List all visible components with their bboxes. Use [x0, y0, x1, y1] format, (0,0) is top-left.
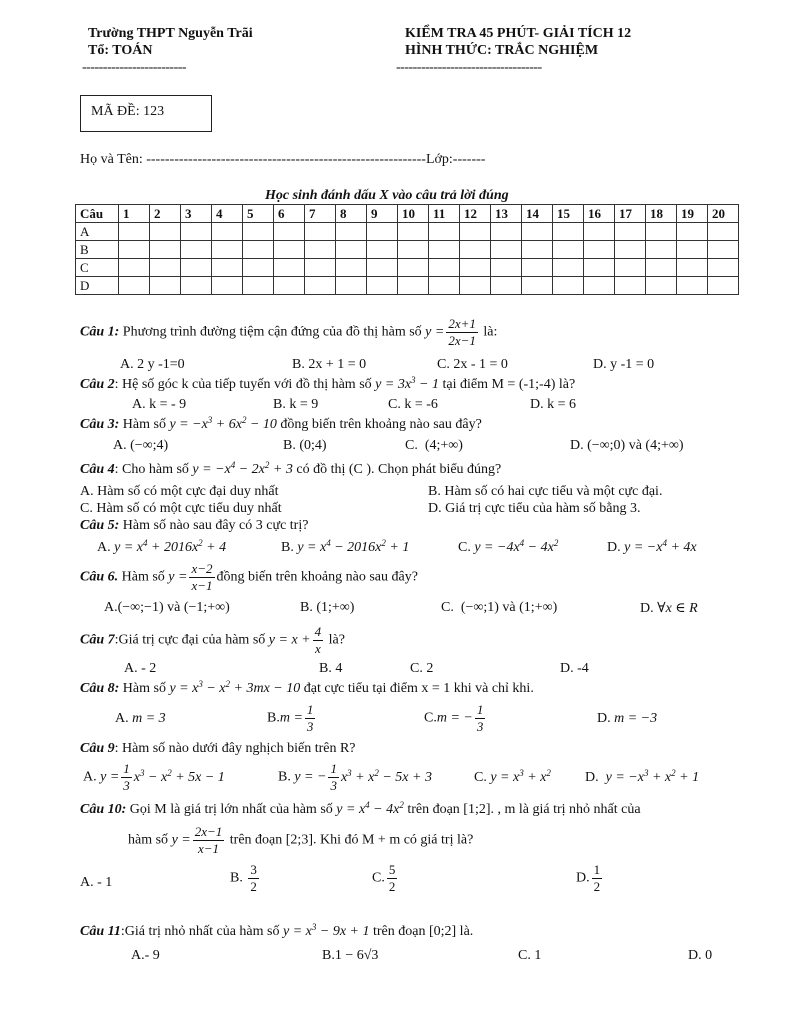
q1-text: Phương trình đường tiệm cận đứng của đồ thị hàm số	[122, 324, 422, 340]
q10c-fraction: $\frac{5}{2}$	[388, 862, 396, 894]
question-2	[80, 377, 575, 393]
q7-tail: là?	[328, 632, 345, 648]
grid-col: 5	[243, 205, 274, 223]
answer-cell[interactable]	[150, 241, 181, 259]
answer-cell[interactable]	[584, 241, 615, 259]
q7-formula: y = x +	[268, 632, 311, 648]
q9-option-b[interactable]: B. y = − $\frac{1}{3}$ $x^3 + x^2 - 5x + 3$	[278, 761, 432, 793]
q11-option-b[interactable]: B.1 − 6√3	[322, 948, 379, 963]
exam-title: KIỂM TRA 45 PHÚT- GIẢI TÍCH 12	[405, 26, 632, 41]
q2-option-c[interactable]: C. k = -6	[388, 397, 438, 412]
student-info-line[interactable]: Họ và Tên: ------------------------------------------------------------Lớp:-------	[80, 152, 486, 167]
question-7	[80, 624, 345, 657]
grid-col: 18	[646, 205, 677, 223]
q1-option-a[interactable]: A. 2 y -1=0	[120, 357, 185, 372]
answer-cell[interactable]	[243, 277, 274, 295]
answer-cell[interactable]	[181, 223, 212, 241]
q10-option-b[interactable]: B. $\frac{3}{2}$	[230, 862, 257, 894]
answer-cell[interactable]	[553, 259, 584, 277]
q10-line2a: hàm số	[128, 832, 169, 848]
answer-cell[interactable]	[150, 259, 181, 277]
q6-tail: đồng biến trên khoảng nào sau đây?	[216, 569, 418, 585]
q1-option-d[interactable]: D. y -1 = 0	[593, 357, 655, 372]
grid-col: 11	[429, 205, 460, 223]
answer-cell[interactable]	[429, 259, 460, 277]
answer-cell[interactable]	[367, 223, 398, 241]
q4-text: : Cho hàm số	[114, 462, 189, 477]
answer-cell[interactable]	[491, 223, 522, 241]
answer-cell[interactable]	[460, 277, 491, 295]
answer-cell[interactable]	[336, 241, 367, 259]
answer-cell[interactable]	[336, 259, 367, 277]
answer-cell[interactable]	[522, 241, 553, 259]
q11-option-d[interactable]: D. 0	[688, 948, 713, 963]
q5-option-d[interactable]: D. $y = -x^4 + 4x$	[607, 538, 697, 555]
answer-cell[interactable]	[243, 259, 274, 277]
question-9	[80, 741, 356, 757]
answer-cell[interactable]	[460, 259, 491, 277]
q6-option-d[interactable]: D. ∀x ∈ R	[640, 601, 698, 616]
grid-col: 19	[677, 205, 708, 223]
q2-tail: tại điểm M = (-1;-4) là?	[442, 377, 576, 392]
q3-option-d[interactable]: D. (−∞;0) và (4;+∞)	[570, 438, 684, 453]
q3-label: Câu 3:	[80, 417, 120, 432]
q3-option-b[interactable]: B. (0;4)	[283, 438, 327, 453]
q9-option-d[interactable]: D. $y = -x^3 + x^2 + 1$	[585, 768, 700, 785]
answer-cell[interactable]	[491, 241, 522, 259]
q4-label: Câu 4	[80, 462, 115, 477]
q10-fraction: $\frac{2x-1}{x-1}$	[194, 824, 223, 856]
answer-cell[interactable]	[181, 259, 212, 277]
grid-col: 12	[460, 205, 491, 223]
answer-row-b	[76, 241, 739, 259]
q4-option-b[interactable]: B. Hàm số có hai cực tiểu và một cực đại.	[428, 484, 663, 499]
grid-col: 8	[336, 205, 367, 223]
q6-option-a[interactable]: A.(−∞;−1) và (−1;+∞)	[104, 600, 230, 615]
grid-col: 9	[367, 205, 398, 223]
answer-cell[interactable]	[274, 259, 305, 277]
q8-option-b[interactable]: B.m = $\frac{1}{3}$	[267, 702, 314, 734]
answer-cell[interactable]	[119, 277, 150, 295]
q7-num: 4	[314, 624, 322, 639]
grid-col: 7	[305, 205, 336, 223]
answer-cell[interactable]	[243, 223, 274, 241]
answer-cell[interactable]	[367, 241, 398, 259]
header-rule-left: -------------------------	[82, 60, 187, 75]
answer-cell[interactable]	[367, 277, 398, 295]
school-name: Trường THPT Nguyễn Trãi	[88, 26, 253, 41]
answer-cell[interactable]	[646, 223, 677, 241]
row-label: C	[76, 259, 119, 277]
q7-den: x	[314, 641, 321, 656]
q8-formula: $y = x^3 - x^2 + 3mx - 10$	[169, 679, 301, 696]
q6-formula: y =	[168, 569, 188, 585]
answer-cell[interactable]	[398, 277, 429, 295]
q1-option-c[interactable]: C. 2x - 1 = 0	[437, 357, 508, 372]
q10b-fraction: $\frac{3}{2}$	[250, 862, 257, 894]
q1-formula: y =	[425, 324, 445, 340]
answer-grid	[75, 204, 739, 295]
answer-cell[interactable]	[584, 223, 615, 241]
answer-cell[interactable]	[615, 241, 646, 259]
q6-fraction	[189, 561, 214, 594]
q9b-fraction: $\frac{1}{3}$	[330, 761, 337, 793]
row-label: B	[76, 241, 119, 259]
q11-text: :Giá trị nhỏ nhất của hàm số	[120, 924, 280, 939]
answer-cell[interactable]	[429, 277, 460, 295]
question-11	[80, 924, 473, 940]
grid-col: 17	[615, 205, 646, 223]
answer-cell[interactable]	[522, 223, 553, 241]
answer-cell[interactable]	[615, 277, 646, 295]
q8-tail: đạt cực tiểu tại điểm x = 1 khi và chỉ khi.	[303, 681, 534, 696]
q2-text: : Hệ số góc k của tiếp tuyến với đồ thị hàm số	[114, 377, 372, 392]
q10-formula: $y = x^4 - 4x^2$	[336, 800, 404, 817]
q4-option-c[interactable]: C. Hàm số có một cực tiểu duy nhất	[80, 501, 282, 516]
answer-row-a	[76, 223, 739, 241]
q10-option-a[interactable]: A. - 1	[80, 875, 113, 890]
q8b-fraction: $\frac{1}{3}$	[306, 702, 314, 734]
answer-cell[interactable]	[212, 223, 243, 241]
q11-option-a[interactable]: A.- 9	[131, 948, 160, 963]
exam-code: MÃ ĐỀ: 123	[91, 104, 165, 119]
q3-tail: đồng biến trên khoảng nào sau đây?	[280, 417, 482, 432]
grid-col: 16	[584, 205, 615, 223]
answer-cell[interactable]	[615, 223, 646, 241]
q7-option-d[interactable]: D. -4	[560, 661, 589, 676]
answer-cell[interactable]	[398, 259, 429, 277]
question-3	[80, 417, 482, 433]
answer-cell[interactable]	[119, 241, 150, 259]
answer-grid-header	[76, 205, 739, 223]
exam-code-box	[80, 95, 212, 132]
q8-label: Câu 8:	[80, 681, 120, 696]
q5-label: Câu 5:	[80, 518, 120, 533]
answer-cell[interactable]	[553, 277, 584, 295]
answer-cell[interactable]	[336, 223, 367, 241]
answer-cell[interactable]	[119, 259, 150, 277]
answer-cell[interactable]	[553, 241, 584, 259]
answer-cell[interactable]	[305, 277, 336, 295]
q7-option-a[interactable]: A. - 2	[124, 661, 157, 676]
q1-label: Câu 1:	[80, 324, 120, 340]
answer-cell[interactable]	[708, 241, 739, 259]
answer-cell[interactable]	[398, 223, 429, 241]
answer-cell[interactable]	[212, 241, 243, 259]
answer-cell[interactable]	[708, 259, 739, 277]
q4-tail: có đồ thị (C ). Chọn phát biểu đúng?	[296, 462, 502, 477]
answer-cell[interactable]	[181, 277, 212, 295]
q8-text: Hàm số	[122, 681, 166, 696]
q10d-fraction: $\frac{1}{2}$	[593, 862, 601, 894]
grid-col: 6	[274, 205, 305, 223]
grid-col: 1	[119, 205, 150, 223]
q7-option-b[interactable]: B. 4	[319, 661, 343, 676]
q5-text: Hàm số nào sau đây có 3 cực trị?	[122, 518, 309, 533]
q8c-fraction: $\frac{1}{3}$	[476, 702, 484, 734]
grid-col: 13	[491, 205, 522, 223]
q2-option-a[interactable]: A. k = - 9	[132, 397, 187, 412]
answer-cell[interactable]	[646, 241, 677, 259]
answer-cell[interactable]	[708, 277, 739, 295]
q9-option-c[interactable]: C. $y = x^3 + x^2$	[474, 768, 551, 785]
answer-cell[interactable]	[150, 277, 181, 295]
q3-formula: $y = -x^3 + 6x^2 - 10$	[169, 415, 277, 432]
answer-cell[interactable]	[367, 259, 398, 277]
answer-cell[interactable]	[677, 259, 708, 277]
department: Tổ: TOÁN	[88, 43, 153, 58]
answer-cell[interactable]	[584, 259, 615, 277]
q9-label: Câu 9	[80, 741, 115, 756]
q5-option-b[interactable]: B. $y = x^4 - 2016x^2 + 1$	[281, 538, 410, 555]
answer-cell[interactable]	[274, 223, 305, 241]
answer-cell[interactable]	[460, 241, 491, 259]
q6-text: Hàm số	[121, 569, 165, 585]
answer-row-d	[76, 277, 739, 295]
q6-label: Câu 6.	[80, 569, 119, 585]
answer-cell[interactable]	[584, 277, 615, 295]
answer-cell[interactable]	[491, 277, 522, 295]
grid-col: 3	[181, 205, 212, 223]
answer-cell[interactable]	[274, 241, 305, 259]
answer-cell[interactable]	[398, 241, 429, 259]
q5-option-a[interactable]: A. $y = x^4 + 2016x^2 + 4$	[97, 538, 227, 555]
q6-den: x−1	[191, 578, 213, 593]
answer-cell[interactable]	[708, 223, 739, 241]
q10-tail: trên đoạn [1;2]. , m là giá trị nhỏ nhất của	[407, 802, 641, 817]
question-4	[80, 462, 501, 478]
answer-cell[interactable]	[522, 259, 553, 277]
q6-num: x−2	[191, 561, 213, 576]
answer-cell[interactable]	[677, 277, 708, 295]
question-6	[80, 561, 418, 594]
answer-cell[interactable]	[243, 241, 274, 259]
question-5	[80, 518, 308, 534]
answer-cell[interactable]	[677, 241, 708, 259]
q9-option-a[interactable]: A. y = $\frac{1}{3}$ $x^3 - x^2 + 5x - 1$	[83, 761, 225, 793]
grid-corner: Câu	[76, 205, 119, 223]
q4-option-a[interactable]: A. Hàm số có một cực đại duy nhất	[80, 484, 279, 499]
q1-den: 2x−1	[448, 333, 476, 348]
answer-cell[interactable]	[181, 241, 212, 259]
grid-col: 15	[553, 205, 584, 223]
q3-option-a[interactable]: A. (−∞;4)	[113, 438, 169, 453]
answer-cell[interactable]	[429, 223, 460, 241]
grid-col: 10	[398, 205, 429, 223]
q8-option-c[interactable]: C.m = − $\frac{1}{3}$	[424, 702, 484, 734]
answer-cell[interactable]	[212, 277, 243, 295]
answer-cell[interactable]	[522, 277, 553, 295]
q6-option-c[interactable]: C. (−∞;1) và (1;+∞)	[441, 600, 558, 615]
q1-num: 2x+1	[448, 316, 476, 331]
q2-option-b[interactable]: B. k = 9	[273, 397, 319, 412]
q2-label: Câu 2	[80, 377, 115, 392]
answer-cell[interactable]	[305, 223, 336, 241]
q1-fraction	[446, 316, 478, 349]
answer-cell[interactable]	[491, 259, 522, 277]
q10-option-d[interactable]: D. $\frac{1}{2}$	[576, 862, 601, 894]
answer-cell[interactable]	[646, 277, 677, 295]
answer-cell[interactable]	[274, 277, 305, 295]
grid-col: 2	[150, 205, 181, 223]
q11-option-c[interactable]: C. 1	[518, 948, 542, 963]
q10-option-c[interactable]: C. $\frac{5}{2}$	[372, 862, 396, 894]
q2-formula: $y = 3x^3 - 1$	[375, 375, 439, 392]
question-1	[80, 316, 497, 349]
exam-form: HÌNH THỨC: TRẮC NGHIỆM	[405, 43, 599, 58]
grid-col: 14	[522, 205, 553, 223]
header-rule-right: -----------------------------------	[396, 60, 542, 75]
answer-row-c	[76, 259, 739, 277]
answer-cell[interactable]	[429, 241, 460, 259]
question-10	[80, 802, 641, 818]
answer-cell[interactable]	[646, 259, 677, 277]
q11-formula: $y = x^3 - 9x + 1$	[283, 922, 370, 939]
q11-tail: trên đoạn [0;2] là.	[372, 924, 474, 939]
grid-col: 20	[708, 205, 739, 223]
answer-instruction: Học sinh đánh dấu X vào câu trả lời đúng	[265, 188, 509, 203]
q8-option-a[interactable]: A. m = 3	[115, 711, 166, 726]
question-10-line2: hàm số y = $\frac{2x-1}{x-1}$ trên đoạn [2;3]. Khi đó M + m có giá trị là?	[128, 824, 474, 856]
q8-option-d[interactable]: D. m = −3	[597, 711, 658, 726]
q7-text: :Giá trị cực đại của hàm số	[114, 632, 266, 648]
q3-text: Hàm số	[122, 417, 166, 432]
q1-option-b[interactable]: B. 2x + 1 = 0	[292, 357, 367, 372]
answer-cell[interactable]	[150, 223, 181, 241]
answer-cell[interactable]	[305, 241, 336, 259]
q4-formula: $y = -x^4 - 2x^2 + 3$	[192, 460, 293, 477]
q10-label: Câu 10:	[80, 802, 127, 817]
answer-cell[interactable]	[460, 223, 491, 241]
q10-text: Gọi M là giá trị lớn nhất của hàm số	[129, 802, 333, 817]
q4-option-d[interactable]: D. Giá trị cực tiểu của hàm số bằng 3.	[428, 501, 641, 516]
q7-label: Câu 7	[80, 632, 115, 648]
answer-cell[interactable]	[212, 259, 243, 277]
q1-tail: là:	[483, 324, 498, 340]
answer-cell[interactable]	[305, 259, 336, 277]
answer-cell[interactable]	[615, 259, 646, 277]
q5-option-c[interactable]: C. $y = -4x^4 - 4x^2$	[458, 538, 559, 555]
row-label: A	[76, 223, 119, 241]
row-label: D	[76, 277, 119, 295]
answer-cell[interactable]	[677, 223, 708, 241]
q3-option-c[interactable]: C. (4;+∞)	[405, 438, 463, 453]
answer-cell[interactable]	[119, 223, 150, 241]
q7-fraction	[313, 624, 324, 657]
q11-label: Câu 11	[80, 924, 121, 939]
q10-line2b: trên đoạn [2;3]. Khi đó M + m có giá trị là?	[229, 832, 474, 848]
q7-option-c[interactable]: C. 2	[410, 661, 434, 676]
grid-col: 4	[212, 205, 243, 223]
q6-option-b[interactable]: B. (1;+∞)	[300, 600, 355, 615]
q9a-fraction: $\frac{1}{3}$	[123, 761, 130, 793]
q9-text: : Hàm số nào dưới đây nghịch biến trên R?	[114, 741, 356, 756]
q2-option-d[interactable]: D. k = 6	[530, 397, 577, 412]
answer-cell[interactable]	[553, 223, 584, 241]
question-8	[80, 681, 534, 697]
answer-cell[interactable]	[336, 277, 367, 295]
